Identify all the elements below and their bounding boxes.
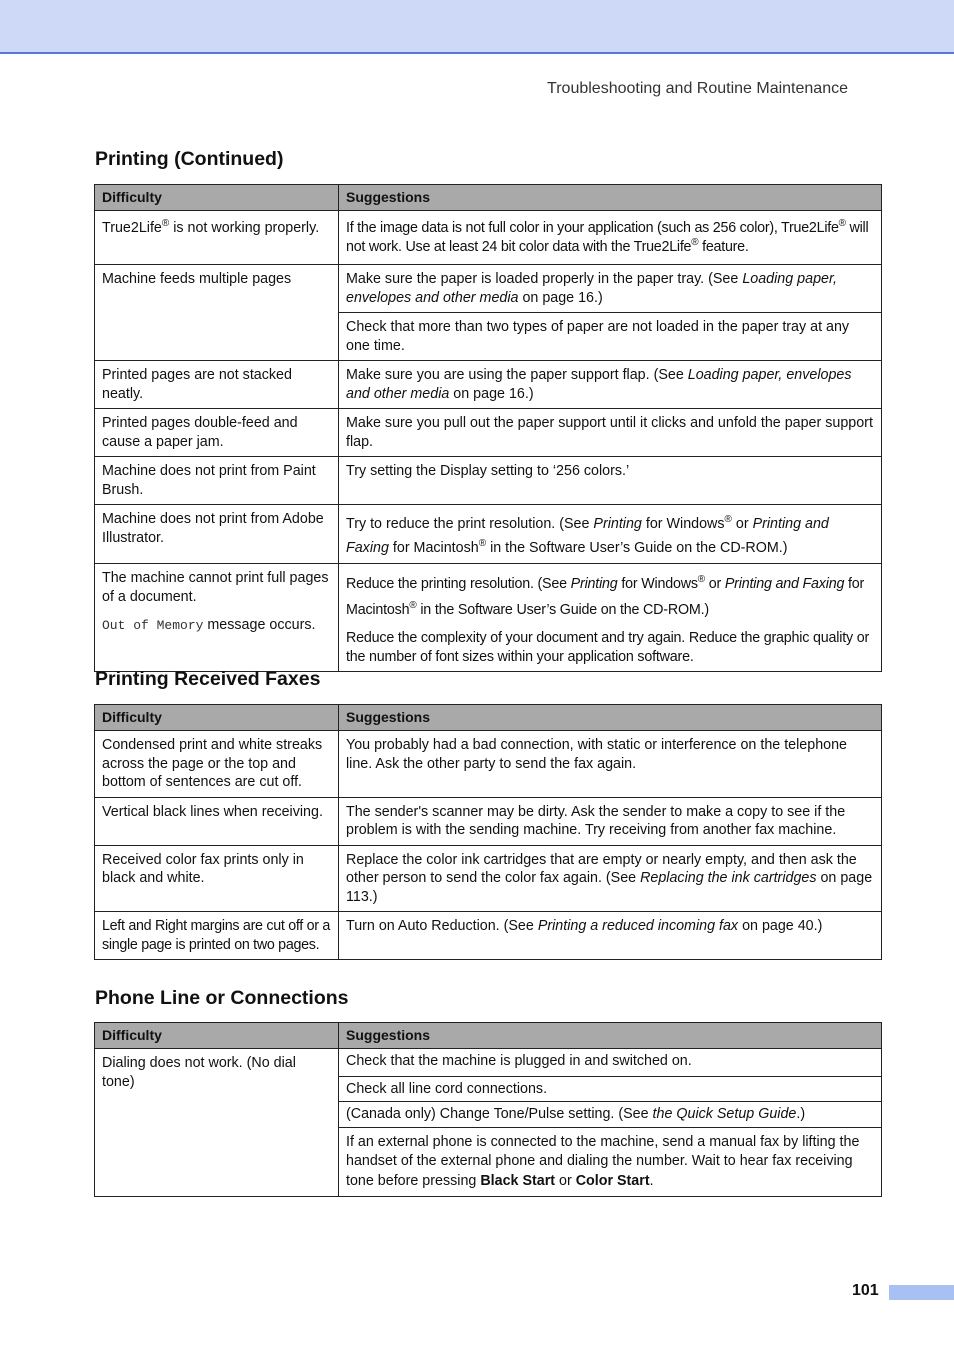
running-title: Troubleshooting and Routine Maintenance	[547, 80, 848, 97]
table-row	[95, 912, 882, 960]
table-row	[95, 211, 882, 265]
table-header-row	[95, 185, 882, 211]
difficulty-cell: Machine feeds multiple pages	[95, 265, 339, 361]
suggestion-cell: Make sure you are using the paper support flap. (See Loading paper, envelopes and other media on page 16.)	[339, 361, 882, 409]
suggestion-cell: Turn on Auto Reduction. (See Printing a reduced incoming fax on page 40.)	[339, 912, 882, 960]
table-row	[95, 564, 882, 672]
difficulty-cell: Printed pages are not stacked neatly.	[95, 361, 339, 409]
page-number: 101	[852, 1282, 879, 1299]
table-row	[95, 797, 882, 845]
difficulty-cell: Machine does not print from Adobe Illustrator.	[95, 505, 339, 564]
header-band	[0, 0, 954, 54]
table-row	[95, 457, 882, 505]
suggestion-cell: Make sure you pull out the paper support until it clicks and unfold the paper support flap.	[339, 409, 882, 457]
suggestion-cell: Reduce the printing resolution. (See Printing for Windows® or Printing and Faxing for Macintosh® in the Software User’s Guide on the CD-ROM.) Reduce the complexity of your document and try again. Reduce the graphic quality or the number of font sizes within your application software.	[339, 564, 882, 672]
table-row	[95, 845, 882, 912]
difficulty-cell: Vertical black lines when receiving.	[95, 797, 339, 845]
printing-continued-table	[94, 184, 882, 672]
column-header-suggestions: Suggestions	[339, 1023, 882, 1049]
suggestion-cell: Check that more than two types of paper are not loaded in the paper tray at any one time.	[339, 313, 882, 361]
section-title-phone-line: Phone Line or Connections	[95, 987, 349, 1009]
column-header-difficulty: Difficulty	[95, 1023, 339, 1049]
table-row	[95, 409, 882, 457]
key-name: Color Start	[575, 1172, 650, 1189]
difficulty-cell: Machine does not print from Paint Brush.	[95, 457, 339, 505]
column-header-suggestions: Suggestions	[339, 705, 882, 731]
difficulty-cell: Printed pages double-feed and cause a paper jam.	[95, 409, 339, 457]
suggestion-cell: Try to reduce the print resolution. (See Printing for Windows® or Printing and Faxing for Macintosh® in the Software User’s Guide on the CD-ROM.)	[339, 505, 882, 564]
table-row	[95, 731, 882, 798]
suggestion-cell: Check all line cord connections.	[339, 1076, 882, 1102]
cross-reference: Replacing the ink cartridges	[640, 870, 817, 886]
registered-mark: ®	[161, 218, 170, 230]
error-message: Out of Memory	[102, 618, 204, 633]
key-name: Black Start	[480, 1172, 556, 1189]
suggestion-cell: Check that the machine is plugged in and switched on.	[339, 1049, 882, 1077]
difficulty-cell: The machine cannot print full pages of a document. Out of Memory message occurs.	[95, 564, 339, 672]
difficulty-cell: Left and Right margins are cut off or a single page is printed on two pages.	[95, 912, 339, 960]
suggestion-cell: Try setting the Display setting to ‘256 colors.’	[339, 457, 882, 505]
suggestion-cell: The sender's scanner may be dirty. Ask the sender to make a copy to see if the problem is with the sending machine. Try receiving from another fax machine.	[339, 797, 882, 845]
suggestion-cell: If the image data is not full color in your application (such as 256 color), True2Life® will not work. Use at least 24 bit color data with the True2Life® feature.	[339, 211, 882, 265]
column-header-suggestions: Suggestions	[339, 185, 882, 211]
suggestion-cell: Replace the color ink cartridges that are empty or nearly empty, and then ask the other person to send the color fax again. (See Replacing the ink cartridges on page 113.)	[339, 845, 882, 912]
table-row	[95, 505, 882, 564]
section-title-printing-received-faxes: Printing Received Faxes	[95, 668, 321, 690]
table-header-row	[95, 1023, 882, 1049]
difficulty-cell: True2Life® is not working properly.	[95, 211, 339, 265]
printing-received-faxes-table	[94, 704, 882, 960]
cross-reference: Printing a reduced incoming fax	[537, 918, 739, 934]
cross-reference: the Quick Setup Guide	[652, 1106, 797, 1122]
difficulty-cell: Received color fax prints only in black and white.	[95, 845, 339, 912]
column-header-difficulty: Difficulty	[95, 185, 339, 211]
suggestion-cell: You probably had a bad connection, with static or interference on the telephone line. Ask the other party to send the fax again.	[339, 731, 882, 798]
table-row	[95, 265, 882, 313]
page-tab-marker	[889, 1285, 954, 1300]
section-title-printing-continued: Printing (Continued)	[95, 148, 284, 170]
suggestion-cell: If an external phone is connected to the machine, send a manual fax by lifting the handset of the external phone and dialing the number. Wait to hear fax receiving tone before pressing Black Start or Color Start.	[339, 1127, 882, 1197]
phone-line-table	[94, 1022, 882, 1197]
difficulty-cell: Condensed print and white streaks across the page or the top and bottom of sentences are cut off.	[95, 731, 339, 798]
suggestion-cell: (Canada only) Change Tone/Pulse setting. (See the Quick Setup Guide.)	[339, 1102, 882, 1128]
cross-reference: Loading paper, envelopes and other media	[346, 271, 837, 306]
cross-reference: Loading paper, envelopes and other media	[346, 367, 852, 402]
table-row	[95, 361, 882, 409]
table-header-row	[95, 705, 882, 731]
column-header-difficulty: Difficulty	[95, 705, 339, 731]
suggestion-cell: Make sure the paper is loaded properly in the paper tray. (See Loading paper, envelopes and other media on page 16.)	[339, 265, 882, 313]
difficulty-cell: Dialing does not work. (No dial tone)	[95, 1049, 339, 1197]
table-row	[95, 1049, 882, 1077]
